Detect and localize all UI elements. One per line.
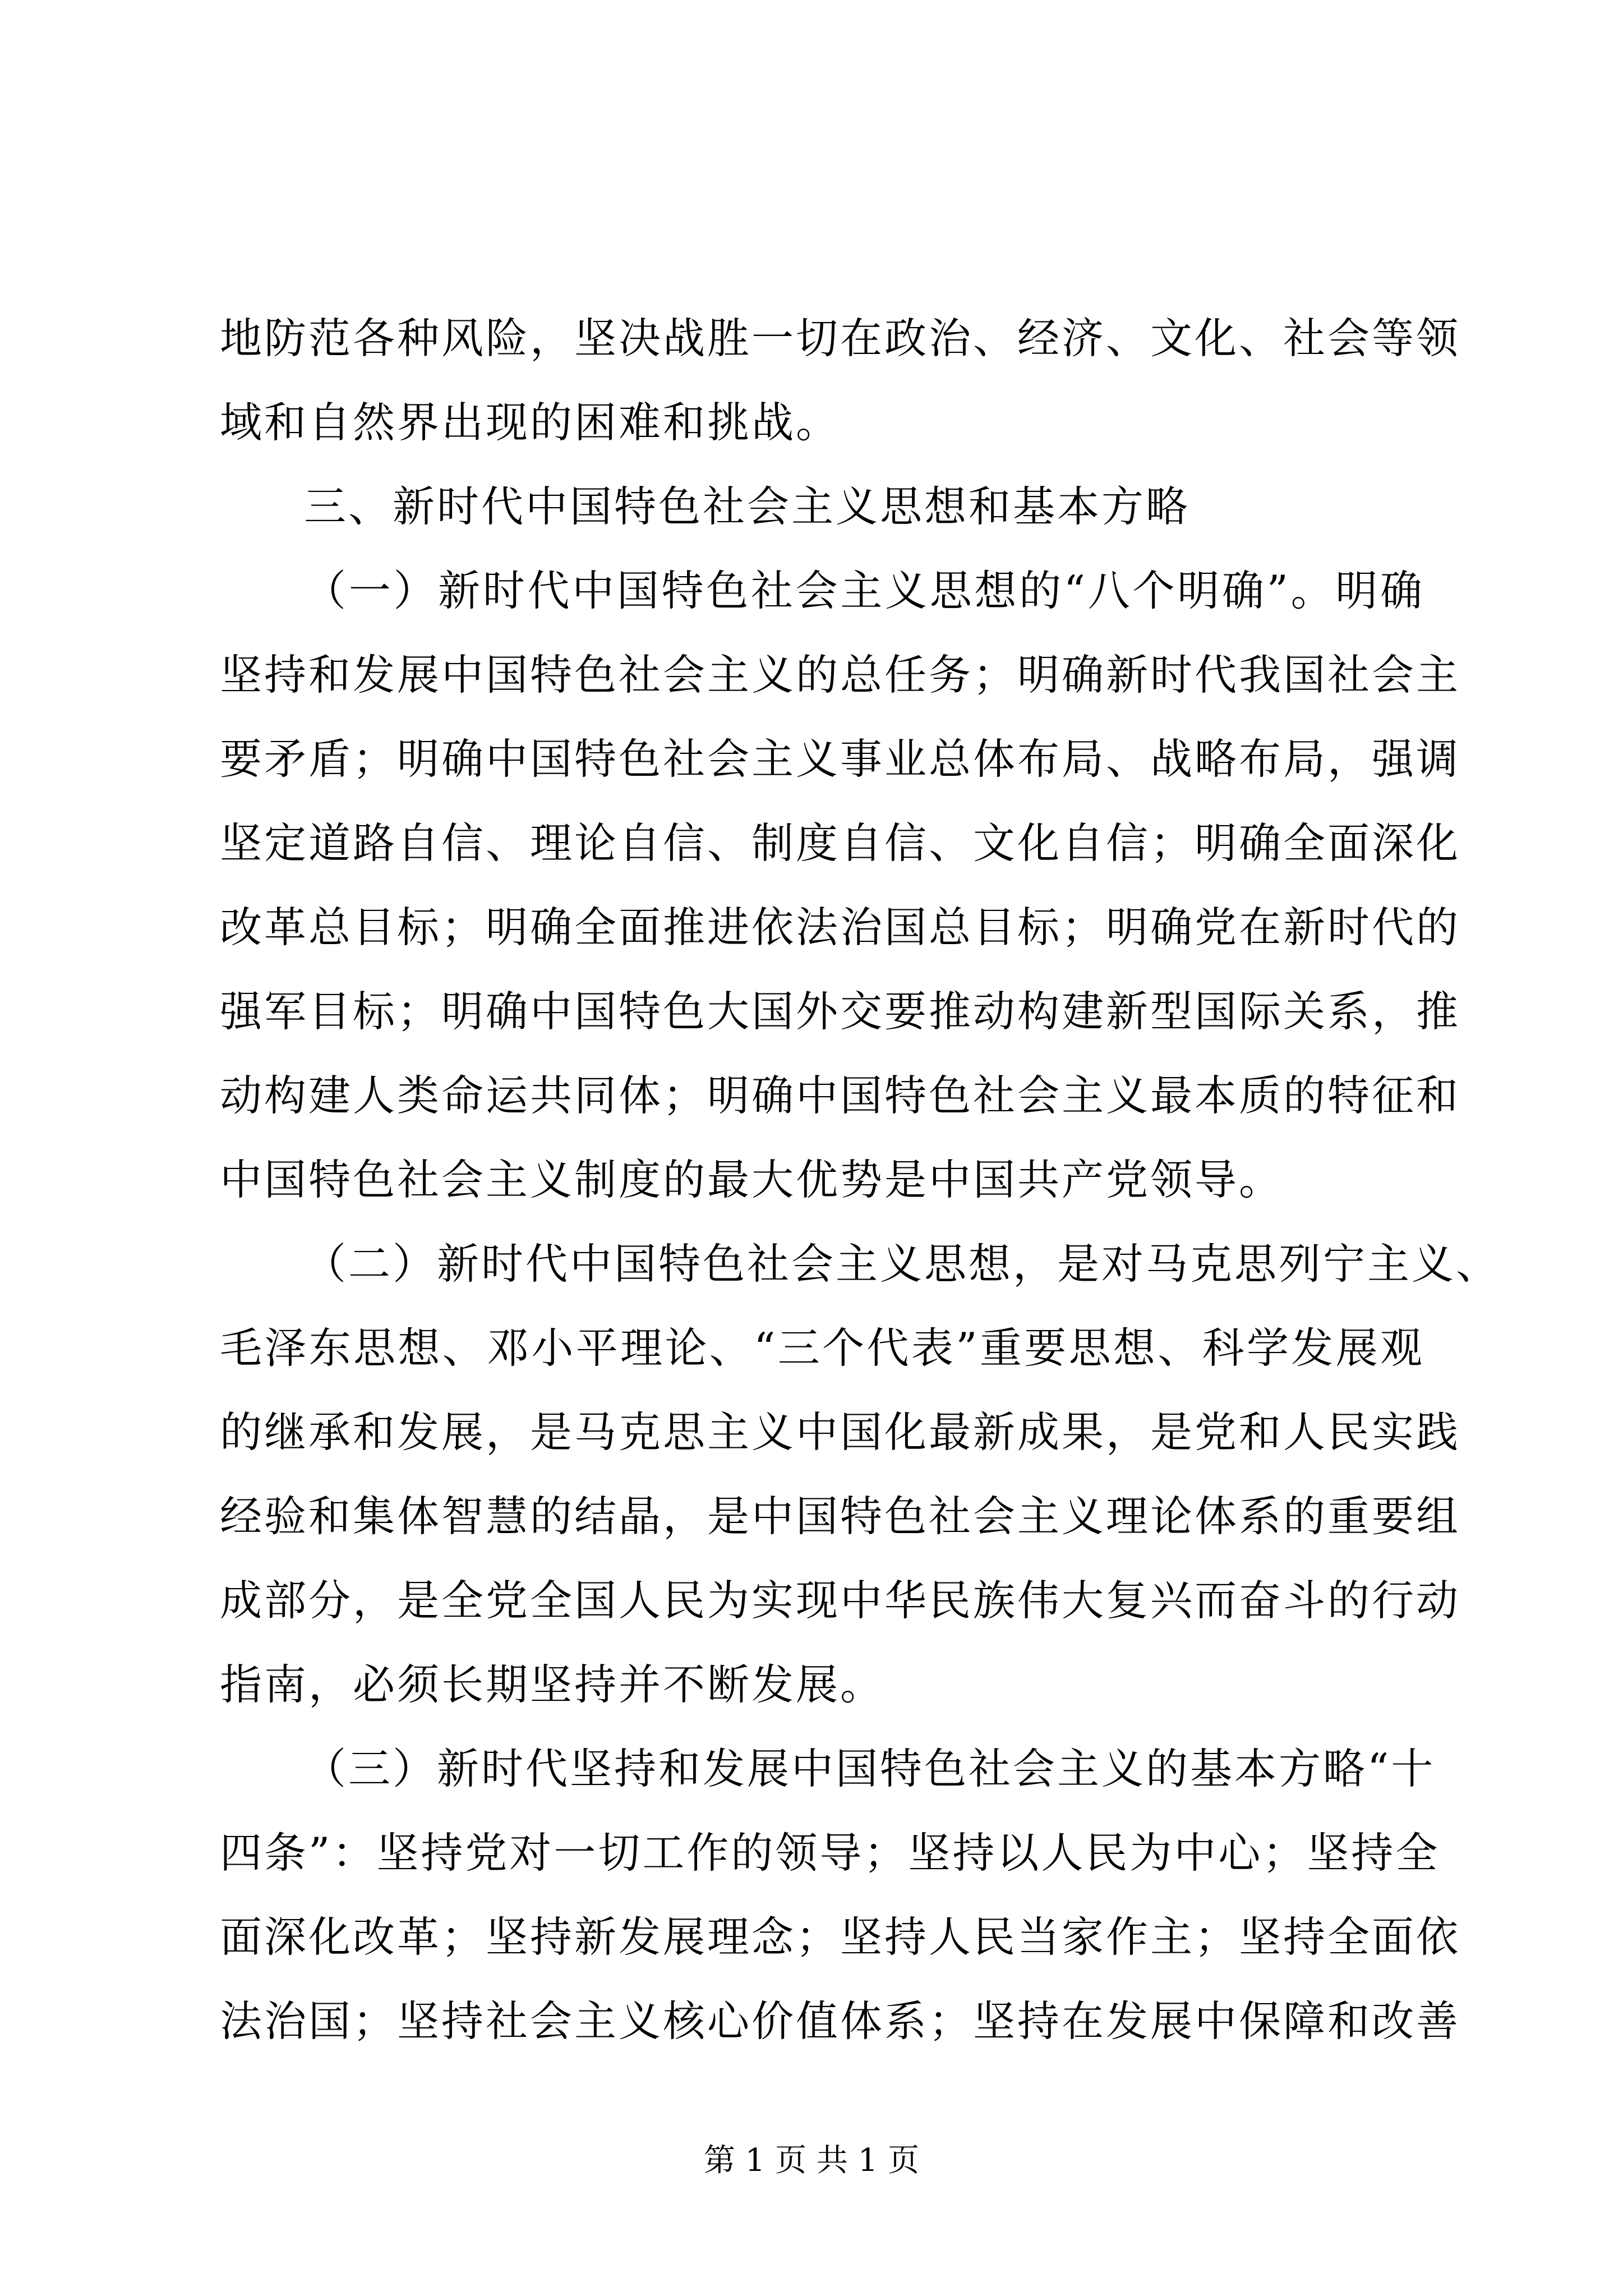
text-line-5: 坚持和发展中国特色社会主义的总任务；明确新时代我国社会主 — [220, 650, 1461, 700]
text-line-20: 面深化改革；坚持新发展理念；坚持人民当家作主；坚持全面依 — [220, 1912, 1461, 1962]
document-body — [220, 296, 1501, 2063]
text-line-16: 成部分，是全党全国人民为实现中华民族伟大复兴而奋斗的行动 — [220, 1576, 1461, 1625]
section-heading: 三、新时代中国特色社会主义思想和基本方略 — [304, 482, 1191, 531]
text-line-19: 四条”：坚持党对一切工作的领导；坚持以人民为中心；坚持全 — [220, 1828, 1440, 1878]
page-number-footer: 第 1 页 共 1 页 — [703, 2142, 920, 2179]
text-line-17: 指南，必须长期坚持并不断发展。 — [220, 1660, 885, 1709]
text-line-11: 中国特色社会主义制度的最大优势是中国共产党领导。 — [220, 1155, 1284, 1204]
text-line-9: 强军目标；明确中国特色大国外交要推动构建新型国际关系，推 — [220, 987, 1461, 1036]
text-line-8: 改革总目标；明确全面推进依法治国总目标；明确党在新时代的 — [220, 903, 1461, 952]
text-line-6: 要矛盾；明确中国特色社会主义事业总体布局、战略布局，强调 — [220, 734, 1461, 784]
text-line-15: 经验和集体智慧的结晶，是中国特色社会主义理论体系的重要组 — [220, 1492, 1461, 1541]
text-line-10: 动构建人类命运共同体；明确中国特色社会主义最本质的特征和 — [220, 1071, 1461, 1120]
text-line-18: （三）新时代坚持和发展中国特色社会主义的基本方略“十 — [304, 1744, 1436, 1793]
text-line-4: （一）新时代中国特色社会主义思想的“八个明确”。明确 — [304, 566, 1424, 615]
text-line-7: 坚定道路自信、理论自信、制度自信、文化自信；明确全面深化 — [220, 818, 1461, 868]
text-line-1: 地防范各种风险，坚决战胜一切在政治、经济、文化、社会等领 — [220, 314, 1461, 363]
text-line-2: 域和自然界出现的困难和挑战。 — [220, 398, 841, 447]
text-line-12: （二）新时代中国特色社会主义思想，是对马克思列宁主义、 — [304, 1239, 1501, 1289]
text-line-13: 毛泽东思想、邓小平理论、“三个代表”重要思想、科学发展观 — [220, 1323, 1424, 1373]
text-line-14: 的继承和发展，是马克思主义中国化最新成果，是党和人民实践 — [220, 1407, 1461, 1457]
text-line-21: 法治国；坚持社会主义核心价值体系；坚持在发展中保障和改善 — [220, 1996, 1461, 2046]
